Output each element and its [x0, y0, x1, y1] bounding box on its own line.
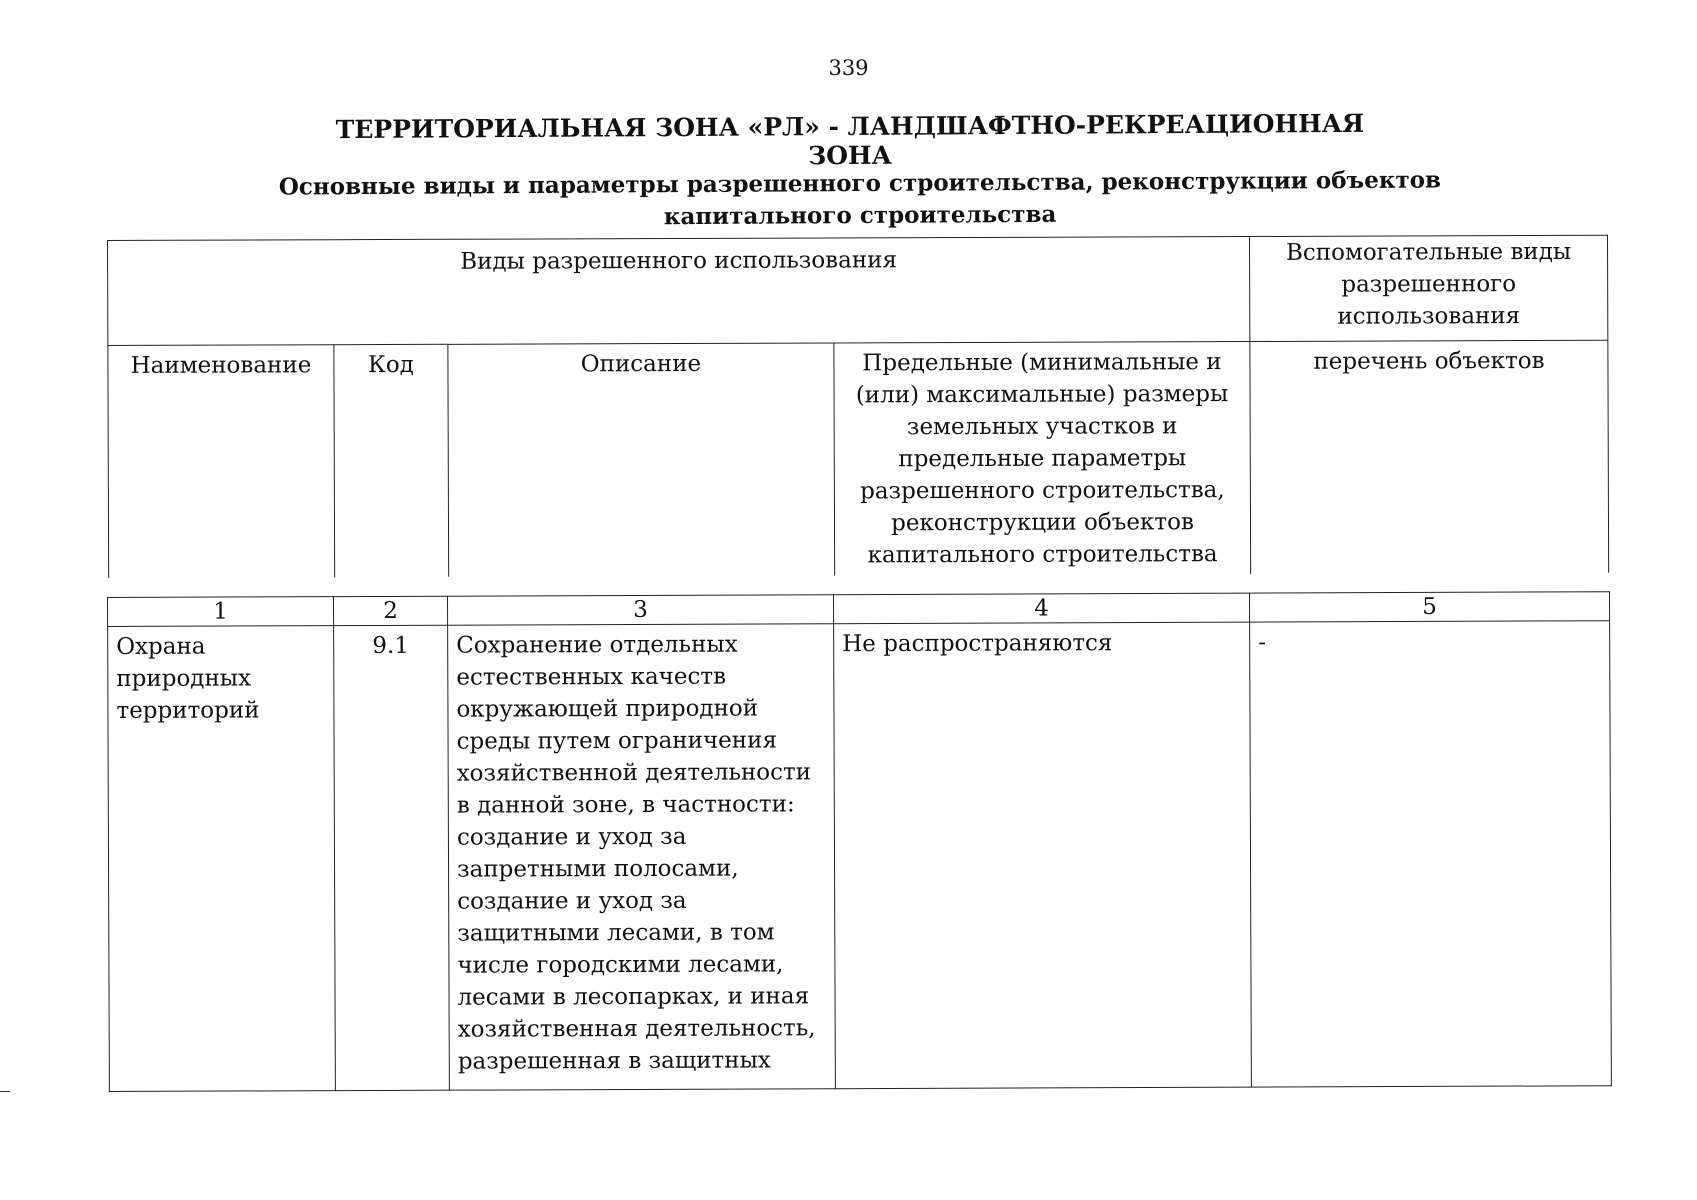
header-code: Код	[334, 344, 449, 577]
column-number: 3	[447, 595, 833, 625]
header-table	[107, 235, 1609, 578]
cell-name: Охрана природных территорий	[108, 626, 336, 1092]
header-row-columns	[108, 340, 1609, 578]
data-table	[107, 591, 1612, 1092]
header-uses: Виды разрешенного использования	[108, 237, 1250, 346]
cell-code: 9.1	[334, 625, 450, 1090]
margin-tick	[0, 1091, 10, 1092]
cell-objects: -	[1250, 621, 1612, 1087]
cell-limits: Не распространяются	[834, 622, 1252, 1089]
column-number: 2	[334, 596, 448, 625]
header-description: Описание	[448, 343, 835, 577]
column-number: 4	[833, 593, 1249, 624]
header-name: Наименование	[108, 345, 335, 578]
section-subtitle: Основные виды и параметры разрешенного строительства, реконструкции объектов капитального строительства	[278, 166, 1442, 231]
header-row-top	[108, 235, 1608, 345]
column-number: 1	[108, 597, 334, 627]
header-objects: перечень объектов	[1250, 340, 1609, 574]
header-limits: Предельные (минимальные и (или) максимальные) размеры земельных участков и предельные параметры разрешенного строительства, реконструкции объектов капитального строительства	[834, 342, 1251, 576]
zone-title: ТЕРРИТОРИАЛЬНАЯ ЗОНА «РЛ» - ЛАНДШАФТНО-РЕКРЕАЦИОННАЯ ЗОНА	[335, 108, 1365, 171]
column-number: 5	[1249, 592, 1609, 622]
page-number: 339	[828, 56, 869, 80]
cell-description: Сохранение отдельных естественных качеств окружающей природной среды путем ограничения хозяйственной деятельности в данной зоне, в частности: создание и уход за запретными полосами, создание и уход за защитными лесами, в том числе городскими лесами, лесами в лесопарках, и иная хозяйственная деятельность, разрешенная в защитных	[448, 624, 836, 1090]
header-auxiliary: Вспомогательные виды разрешенного использования	[1250, 235, 1608, 341]
table-row	[108, 621, 1612, 1092]
